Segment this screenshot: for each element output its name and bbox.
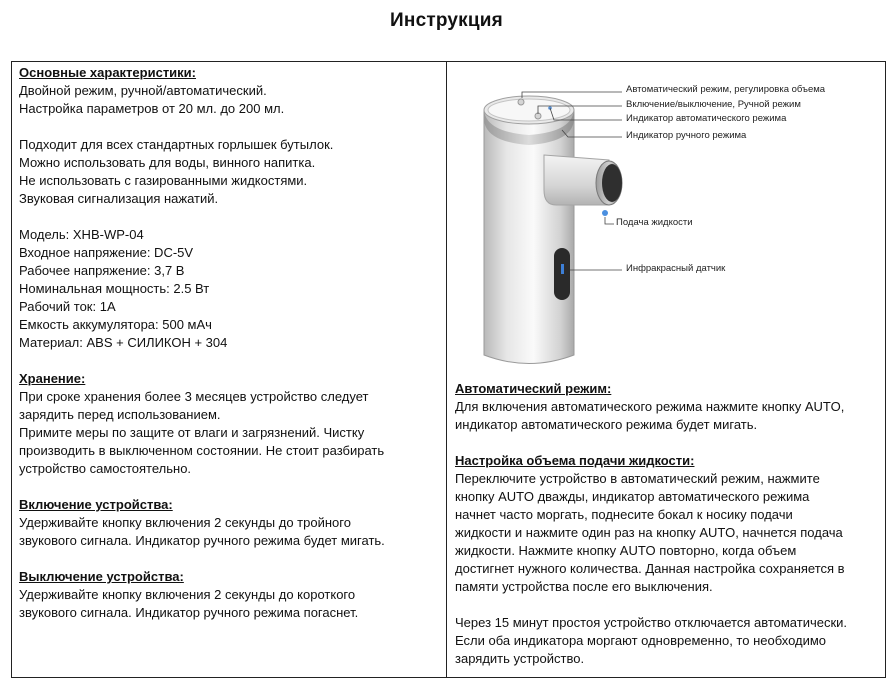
volume-line: памяти устройства после его выключения. <box>455 579 713 594</box>
column-divider <box>446 61 447 678</box>
power-off-heading: Выключение устройства: <box>19 569 184 584</box>
label-liquid-outlet: Подача жидкости <box>616 217 693 228</box>
param-model: Модель: XHB-WP-04 <box>19 227 144 242</box>
power-off-line: звукового сигнала. Индикатор ручного режима погаснет. <box>19 605 359 620</box>
label-ir-sensor: Инфракрасный датчик <box>626 263 726 274</box>
auto-off-section <box>455 614 880 668</box>
power-on-line: звукового сигнала. Индикатор ручного режима будет мигать. <box>19 533 385 548</box>
dispenser-diagram <box>474 80 884 380</box>
auto-mode-line: индикатор автоматического режима будет мигать. <box>455 417 758 432</box>
label-manual-indicator: Индикатор ручного режима <box>626 130 747 141</box>
storage-line: производить в выключенном состоянии. Не стоит разбирать <box>19 443 385 458</box>
power-on-line: Удерживайте кнопку включения 2 секунды до тройного <box>19 515 351 530</box>
compat-line: Звуковая сигнализация нажатий. <box>19 191 219 206</box>
auto-off-line: зарядить устройство. <box>455 651 585 666</box>
storage-line: устройство самостоятельно. <box>19 461 192 476</box>
param-material: Материал: ABS + СИЛИКОН + 304 <box>19 335 228 350</box>
compat-line: Подходит для всех стандартных горлышек бутылок. <box>19 137 334 152</box>
storage-section <box>19 370 439 478</box>
left-column <box>19 64 439 622</box>
volume-line: начнет часто моргать, поднесите бокал к носику подачи <box>455 507 793 522</box>
storage-heading: Хранение: <box>19 371 86 386</box>
auto-mode-line: Для включения автоматического режима нажмите кнопку AUTO, <box>455 399 845 414</box>
page-title: Инструкция <box>390 10 503 31</box>
compat-section <box>19 136 439 208</box>
storage-line: При сроке хранения более 3 месяцев устройство следует <box>19 389 369 404</box>
power-off-section <box>19 568 439 622</box>
volume-line: кнопку AUTO дважды, индикатор автоматического режима <box>455 489 810 504</box>
params-section <box>19 226 439 352</box>
auto-off-line: Если оба индикатора моргают одновременно, то необходимо <box>455 633 827 648</box>
volume-line: достигнет нужного количества. Данная настройка сохраняется в <box>455 561 845 576</box>
param-power: Номинальная мощность: 2.5 Вт <box>19 281 210 296</box>
label-power-manual: Включение/выключение, Ручной режим <box>626 99 801 110</box>
storage-line: Примите меры по защите от влаги и загрязнений. Чистку <box>19 425 365 440</box>
compat-line: Не использовать с газированными жидкостями. <box>19 173 308 188</box>
param-current: Рабочий ток: 1A <box>19 299 116 314</box>
param-battery: Емкость аккумулятора: 500 мАч <box>19 317 212 332</box>
specs-line: Двойной режим, ручной/автоматический. <box>19 83 267 98</box>
param-working-voltage: Рабочее напряжение: 3,7 В <box>19 263 185 278</box>
label-auto-mode: Автоматический режим, регулировка объема <box>626 84 826 95</box>
param-input-voltage: Входное напряжение: DC-5V <box>19 245 194 260</box>
specs-section <box>19 64 439 118</box>
compat-line: Можно использовать для воды, винного напитка. <box>19 155 316 170</box>
power-on-heading: Включение устройства: <box>19 497 173 512</box>
volume-line: жидкости. Нажмите кнопку AUTO повторно, когда объем <box>455 543 797 558</box>
label-auto-indicator: Индикатор автоматического режима <box>626 113 787 124</box>
right-column <box>455 380 880 668</box>
specs-line: Настройка параметров от 20 мл. до 200 мл. <box>19 101 285 116</box>
auto-off-line: Через 15 минут простоя устройство отключается автоматически. <box>455 615 848 630</box>
volume-line: жидкости и нажмите один раз на кнопку AUTO, начнется подача <box>455 525 843 540</box>
auto-mode-section <box>455 380 880 434</box>
dispenser-illustration <box>474 80 884 380</box>
power-on-section <box>19 496 439 550</box>
volume-section <box>455 452 880 596</box>
storage-line: зарядить перед использованием. <box>19 407 221 422</box>
power-off-line: Удерживайте кнопку включения 2 секунды до короткого <box>19 587 356 602</box>
specs-heading: Основные характеристики: <box>19 65 197 80</box>
auto-mode-heading: Автоматический режим: <box>455 381 612 396</box>
volume-heading: Настройка объема подачи жидкости: <box>455 453 695 468</box>
volume-line: Переключите устройство в автоматический режим, нажмите <box>455 471 820 486</box>
